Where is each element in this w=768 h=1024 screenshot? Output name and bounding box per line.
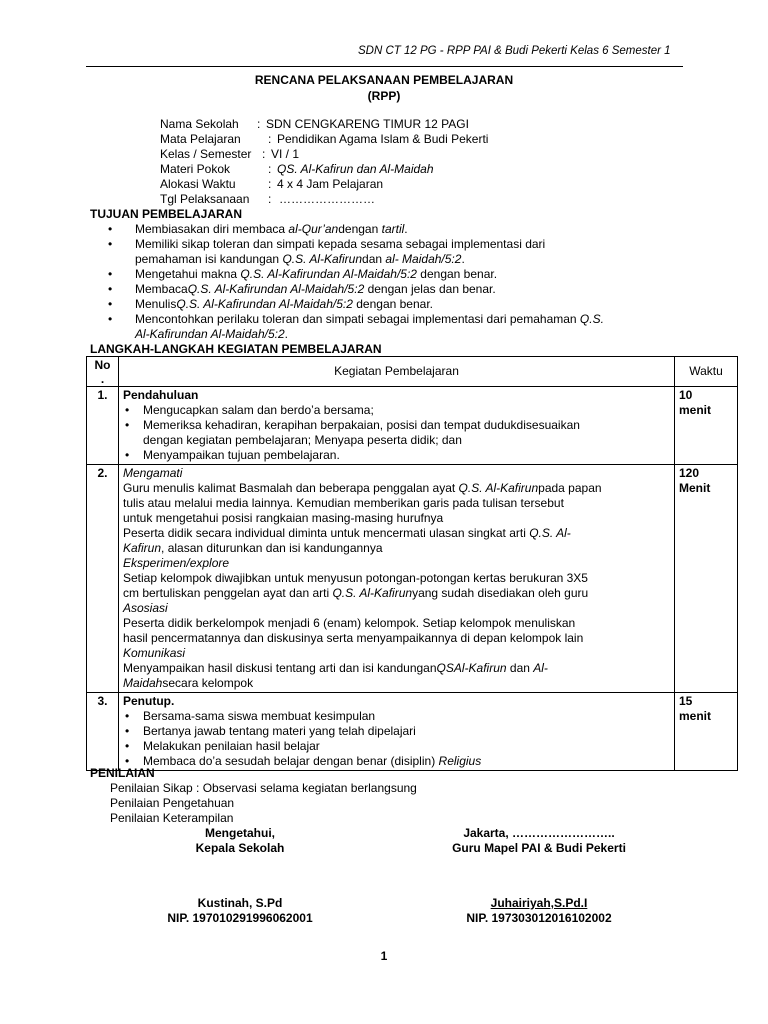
activity-paragraph: Menyampaikan hasil diskusi tentang arti dan isi kandunganQSAl-Kafirun dan Al- xyxy=(123,661,548,675)
header-rule xyxy=(86,66,683,67)
row-number: 3. xyxy=(87,693,119,771)
activity-paragraph: Peserta didik berkelompok menjadi 6 (enam) kelompok. Setiap kelompok menuliskan xyxy=(123,616,576,630)
assessment-heading: PENILAIAN xyxy=(90,766,155,780)
time-cell: 15 menit xyxy=(675,693,738,771)
signature-left-name: Kustinah, S.Pd xyxy=(197,896,283,910)
activity-paragraph: Maidahsecara kelompok xyxy=(123,676,254,690)
activity-cell xyxy=(119,465,675,693)
assessment-item: Penilaian Sikap : Observasi selama kegiatan berlangsung xyxy=(110,781,417,795)
identity-value-date: …………………… xyxy=(279,192,375,206)
activity-paragraph: Kafirun, alasan diturunkan dan isi kandungannya xyxy=(123,541,383,555)
row-number: 1. xyxy=(87,387,119,465)
identity-sep: : xyxy=(268,162,272,176)
identity-label-school: Nama Sekolah xyxy=(160,117,239,131)
activity-paragraph: untuk mengetahui posisi rangkaian masing-masing hurufnya xyxy=(123,511,444,525)
list-item: • Memeriksa kehadiran, kerapihan berpakaian, posisi dan tempat dudukdisesuaikan dengan kegiatan pembelajaran; Menyapa peserta didik; dan xyxy=(123,418,670,448)
signature-right-nip: NIP. 197303012016102002 xyxy=(466,911,612,925)
list-item: • Melakukan penilaian hasil belajar xyxy=(123,739,670,754)
activity-title: Penutup. xyxy=(123,694,175,708)
assessment-item: Penilaian Pengetahuan xyxy=(110,796,235,810)
list-item: • Membaca do’a sesudah belajar dengan benar (disiplin) Religius xyxy=(123,754,670,769)
activity-paragraph: cm bertuliskan penggelan ayat dan arti Q.S. Al-Kafirunyang sudah disediakan oleh guru xyxy=(123,586,589,600)
phase-label: Mengamati xyxy=(123,466,183,480)
running-header: SDN CT 12 PG - RPP PAI & Budi Pekerti Kelas 6 Semester 1 xyxy=(358,45,671,57)
identity-sep: : xyxy=(268,132,272,146)
identity-value-class: VI / 1 xyxy=(271,147,300,161)
identity-value-subject: Pendidikan Agama Islam & Budi Pekerti xyxy=(277,132,489,146)
identity-label-topic: Materi Pokok xyxy=(160,162,231,176)
identity-sep: : xyxy=(268,177,272,191)
assessment-item: Penilaian Keterampilan xyxy=(110,811,234,825)
column-header-activity: Kegiatan Pembelajaran xyxy=(119,357,675,387)
list-item: • Mengetahui makna Q.S. Al-Kafirundan Al-Maidah/5:2 dengan benar. xyxy=(105,267,604,282)
phase-label: Asosiasi xyxy=(123,601,168,615)
phase-label: Eksperimen/explore xyxy=(123,556,230,570)
objectives-list xyxy=(105,222,604,342)
signature-right-role: Guru Mapel PAI & Budi Pekerti xyxy=(452,841,626,855)
time-cell: 10 menit xyxy=(675,387,738,465)
activity-paragraph: Setiap kelompok diwajibkan untuk menyusun potongan-potongan kertas berukuran 3X5 xyxy=(123,571,588,585)
identity-label-class: Kelas / Semester xyxy=(160,147,252,161)
page-number: 1 xyxy=(380,949,388,963)
document-title: RENCANA PELAKSANAAN PEMBELAJARAN xyxy=(254,73,514,87)
list-item: • Mengucapkan salam dan berdo’a bersama; xyxy=(123,403,670,418)
phase-label: Komunikasi xyxy=(123,646,186,660)
activity-title: Pendahuluan xyxy=(123,388,199,402)
identity-label-date: Tgl Pelaksanaan xyxy=(160,192,250,206)
activity-list xyxy=(123,709,670,769)
identity-label-subject: Mata Pelajaran xyxy=(160,132,241,146)
signature-right-name: Juhairiyah,S.Pd.I xyxy=(490,896,588,910)
steps-heading: LANGKAH-LANGKAH KEGIATAN PEMBELAJARAN xyxy=(90,342,382,356)
table-row xyxy=(87,387,738,465)
list-item: • Memiliki sikap toleran dan simpati kepada sesama sebagai implementasi dari pemahaman isi kandungan Q.S. Al-Kafirundan al- Maidah/5:2. xyxy=(105,237,604,267)
list-item: • Mencontohkan perilaku toleran dan simpati sebagai implementasi dari pemahaman Q.S. Al-Kafirundan Al-Maidah/5:2. xyxy=(105,312,604,342)
document-subtitle: (RPP) xyxy=(367,89,401,103)
activity-cell xyxy=(119,387,675,465)
activity-paragraph: hasil pencermatannya dan diskusinya serta menyampaikannya di depan kelompok lain xyxy=(123,631,584,645)
activity-list xyxy=(123,403,670,463)
signature-left-acknowledged: Mengetahui, xyxy=(204,826,275,840)
identity-sep: : xyxy=(257,117,261,131)
list-item: • Bersama-sama siswa membuat kesimpulan xyxy=(123,709,670,724)
row-number: 2. xyxy=(87,465,119,693)
activity-paragraph: Peserta didik secara individual diminta untuk mencermati ulasan singkat arti Q.S. Al- xyxy=(123,526,571,540)
list-item: • MenulisQ.S. Al-Kafirundan Al-Maidah/5:2 dengan benar. xyxy=(105,297,604,312)
identity-sep: : xyxy=(268,192,272,206)
table-row xyxy=(87,693,738,771)
activities-table xyxy=(86,356,738,771)
activity-cell xyxy=(119,693,675,771)
identity-label-time: Alokasi Waktu xyxy=(160,177,236,191)
list-item: • Menyampaikan tujuan pembelajaran. xyxy=(123,448,670,463)
activity-paragraph: tulis atau melalui media lainnya. Kemudian memberikan garis pada tulisan tersebut xyxy=(123,496,564,510)
list-item: • Bertanya jawab tentang materi yang telah dipelajari xyxy=(123,724,670,739)
table-header-row xyxy=(87,357,738,387)
identity-sep: : xyxy=(262,147,266,161)
identity-value-school: SDN CENGKARENG TIMUR 12 PAGI xyxy=(266,117,469,131)
identity-value-time: 4 x 4 Jam Pelajaran xyxy=(277,177,384,191)
signature-left-role: Kepala Sekolah xyxy=(195,841,285,855)
objectives-heading: TUJUAN PEMBELAJARAN xyxy=(90,207,243,221)
signature-left-nip: NIP. 197010291996062001 xyxy=(167,911,313,925)
column-header-no: No . xyxy=(87,357,119,387)
column-header-time: Waktu xyxy=(675,357,738,387)
identity-value-topic: QS. Al-Kafirun dan Al-Maidah xyxy=(277,162,434,176)
time-cell: 120 Menit xyxy=(675,465,738,693)
table-row xyxy=(87,465,738,693)
list-item: • Membiasakan diri membaca al-Qur’andengan tartil. xyxy=(105,222,604,237)
signature-right-place-date: Jakarta, …………………….. xyxy=(463,826,615,840)
list-item: • MembacaQ.S. Al-Kafirundan Al-Maidah/5:2 dengan jelas dan benar. xyxy=(105,282,604,297)
activity-paragraph: Guru menulis kalimat Basmalah dan beberapa penggalan ayat Q.S. Al-Kafirunpada papan xyxy=(123,481,602,495)
